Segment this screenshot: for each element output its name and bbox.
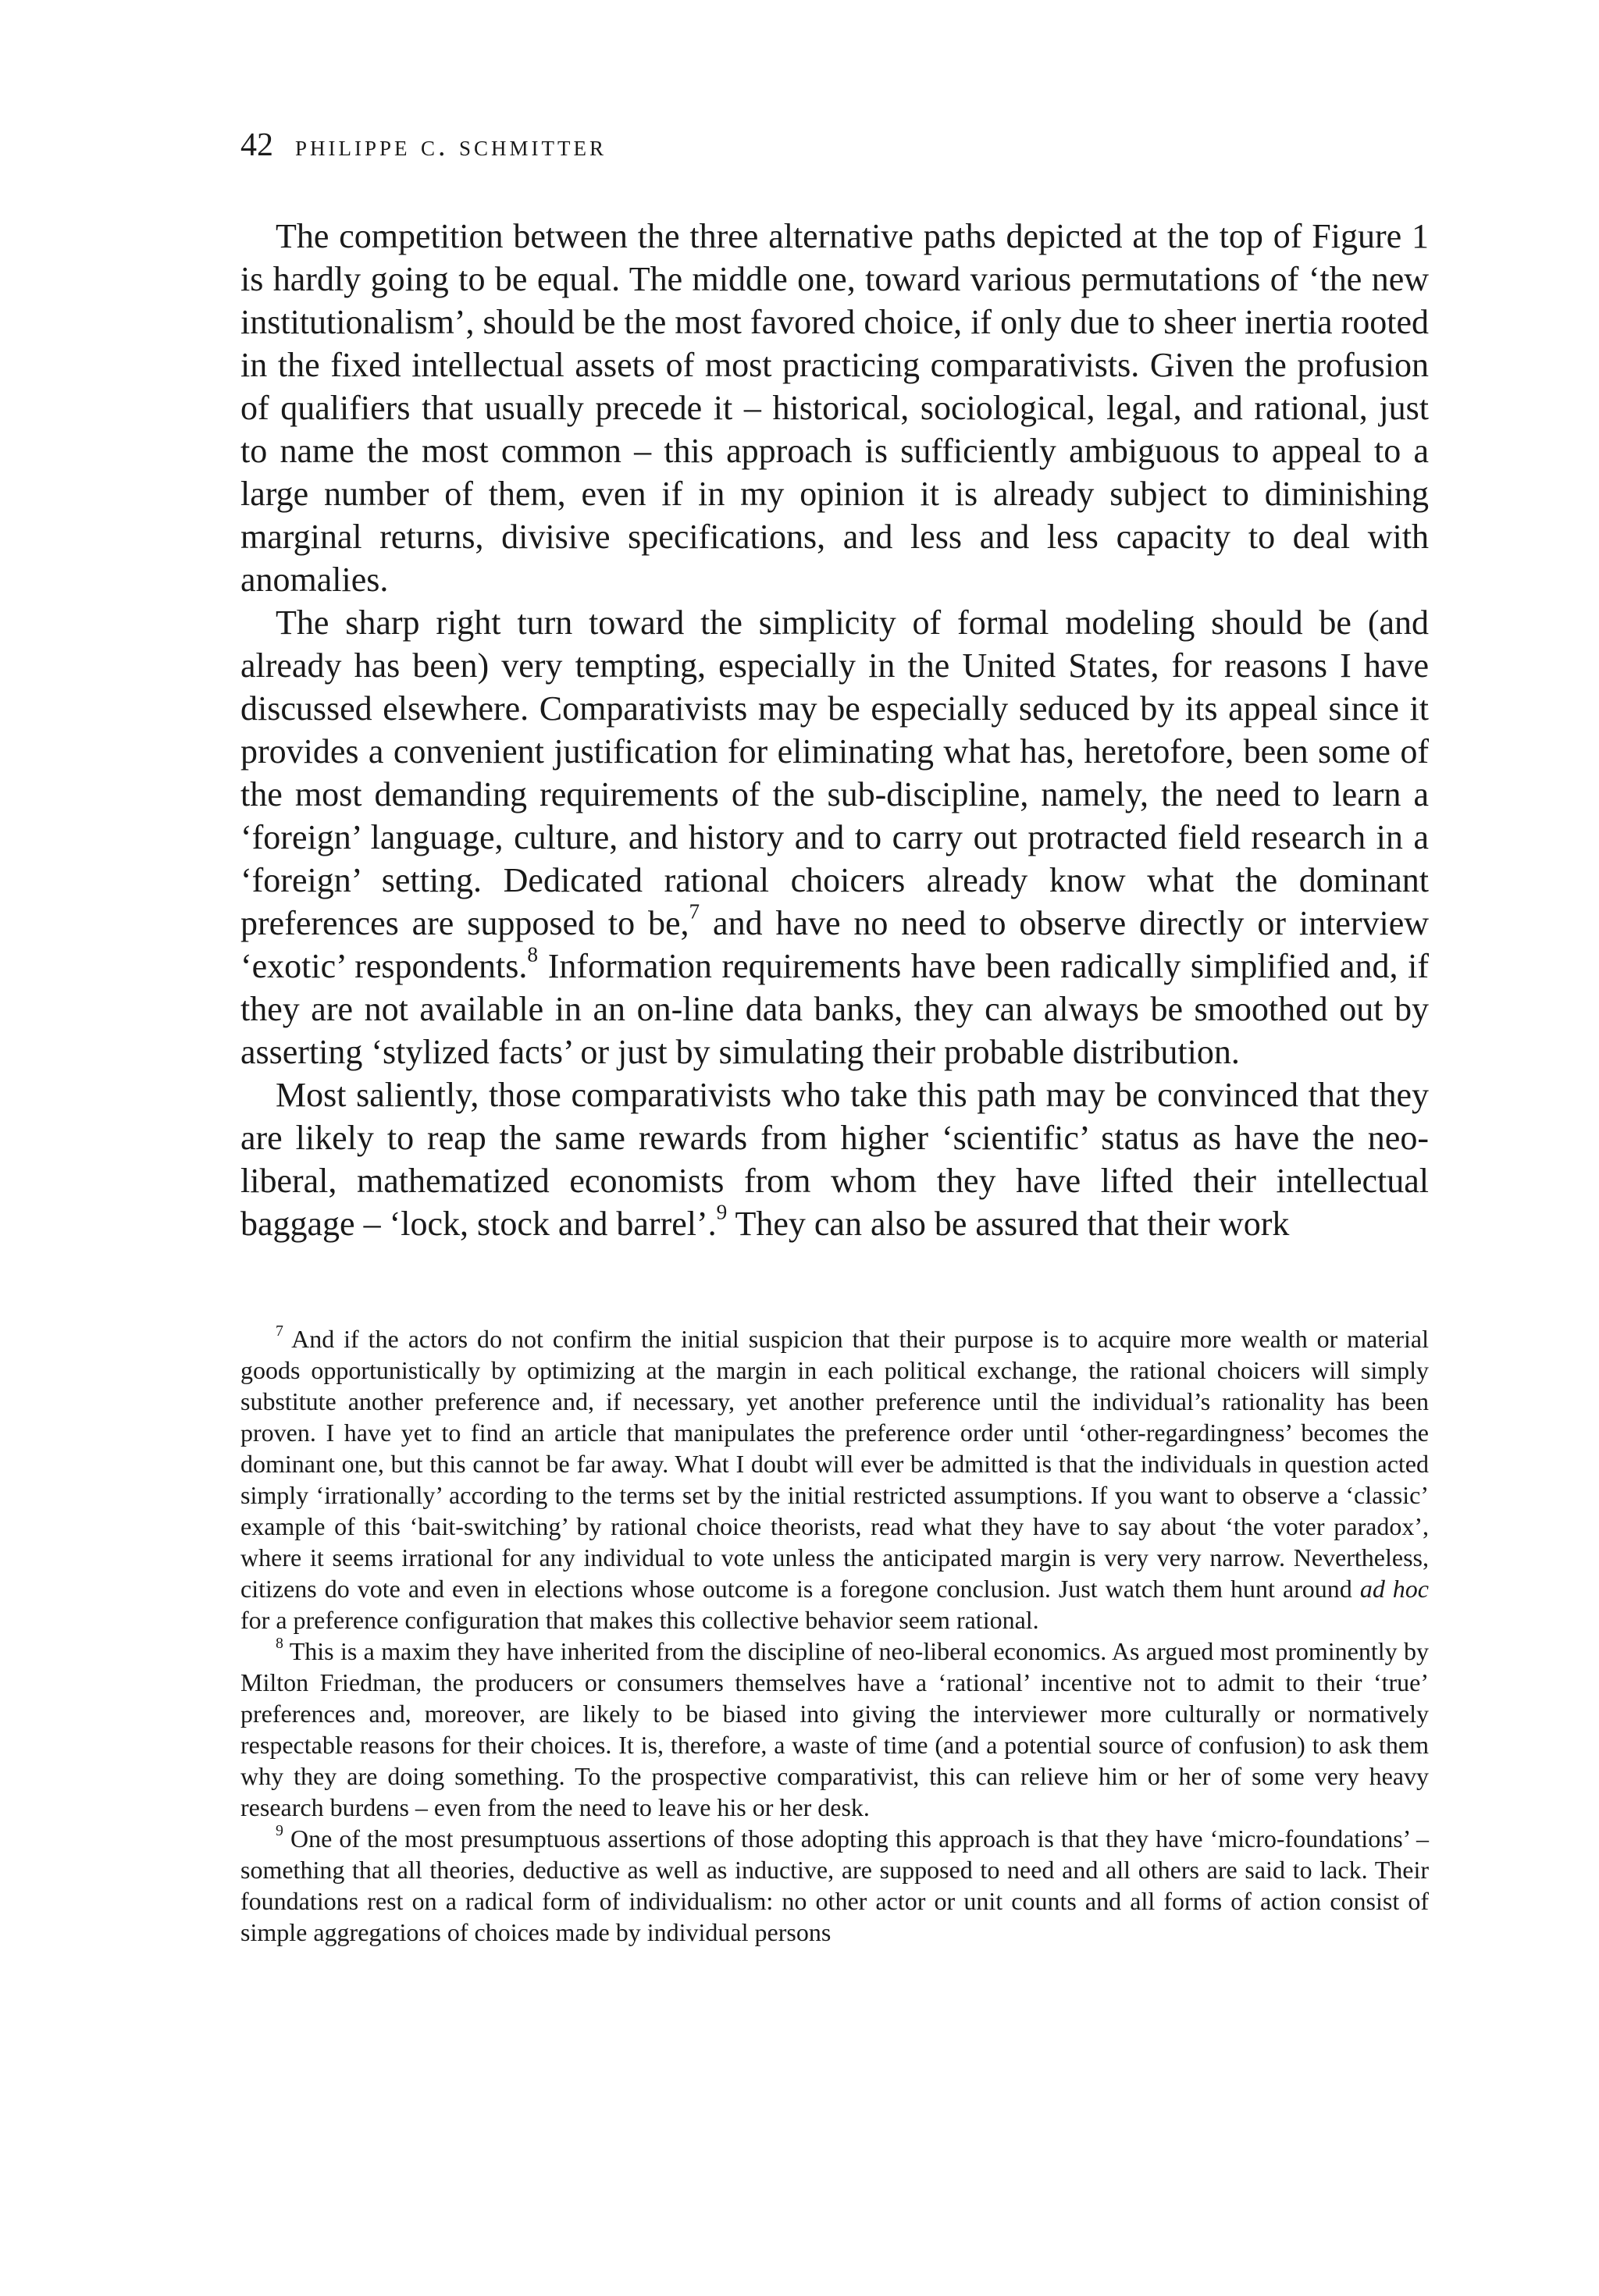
running-head: philippe c. schmitter — [295, 130, 607, 162]
footnote-ref-8[interactable]: 8 — [527, 942, 539, 966]
footnote-ref-9[interactable]: 9 — [716, 1200, 728, 1224]
paragraph-3-text-a: Most saliently, those comparativists who take this path may be convinced that they are likely to reap the same rewards from higher ‘scientific’ status as have the neo-liberal, mathematized economists from whom they have lifted their intellectual baggage – ‘lock, stock and barrel’. — [240, 1076, 1429, 1243]
paragraph-1-text: The competition between the three alternative paths depicted at the top of Figure 1 is hardly going to be equal. The middle one, toward various permutations of ‘the new institutionalism’, should be the most favored choice, if only due to sheer inertia rooted in the fixed intellectual assets of most practicing comparativists. Given the profusion of qualifiers that usually precede it – historical, sociological, legal, and rational, just to name the most common – this approach is sufficiently ambiguous to appeal to a large number of them, even if in my opinion it is already subject to diminishing marginal returns, divisive specifications, and less and less capacity to deal with anomalies. — [240, 217, 1429, 599]
page-number: 42 — [240, 127, 273, 163]
footnote-9 — [240, 1823, 1429, 1948]
footnote-7-text-a: And if the actors do not confirm the initial suspicion that their purpose is to acquire more wealth or material goods opportunistically by optimizing at the margin in each political exchange, the rational choicers will simply substitute another preference and, if necessary, yet another preference until the individual’s rationality has been proven. I have yet to find an article that manipulates the preference order until ‘other-regardingness’ becomes the dominant one, but this cannot be far away. What I doubt will ever be admitted is that the individuals in question acted simply ‘irrationally’ according to the terms set by the initial restricted assumptions. If you want to observe a ‘classic’ example of this ‘bait-switching’ by rational choice theorists, read what they have to say about ‘the voter paradox’, where it seems irrational for any individual to vote unless the anticipated margin is very very narrow. Nevertheless, citizens do vote and even in elections whose outcome is a foregone conclusion. Just watch them hunt around — [240, 1325, 1429, 1603]
paragraph-2-text-c: Information requirements have been radically simplified and, if they are not available in an on-line data banks, they can always be smoothed out by asserting ‘stylized facts’ or just by simulating their probable distribution. — [240, 947, 1429, 1071]
footnote-7-text-b: for a preference configuration that makes this collective behavior seem rational. — [240, 1606, 1039, 1634]
footnote-7-italic: ad hoc — [1359, 1575, 1430, 1603]
paragraph-2 — [240, 601, 1429, 1073]
footnote-8 — [240, 1636, 1429, 1823]
paragraph-3-text-b: They can also be assured that their work — [727, 1205, 1290, 1243]
footnotes — [240, 1323, 1429, 1948]
body-text — [240, 215, 1429, 1245]
footnote-7-mark: 7 — [276, 1322, 283, 1340]
footnote-8-text: This is a maxim they have inherited from the discipline of neo-liberal economics. As argued most prominently by Milton Friedman, the producers or consumers themselves have a ‘rational’ incentive not to admit to their ‘true’ preferences and, moreover, are likely to be biased into giving the interviewer more culturally or normatively respectable reasons for their choices. It is, therefore, a waste of time (and a potential source of confusion) to ask them why they are doing something. To the prospective comparativist, this can relieve him or her of some very heavy research burdens – even from the need to leave his or her desk. — [240, 1637, 1429, 1821]
footnote-9-text: One of the most presumptuous assertions of those adopting this approach is that they have ‘micro-foundations’ – something that all theories, deductive as well as inductive, are supposed to need and all others are said to lack. Their foundations rest on a radical form of individualism: no other actor or unit counts and all forms of action consist of simple aggregations of choices made by individual persons — [240, 1824, 1429, 1946]
paragraph-2-text-b: and have no need to observe directly or interview ‘exotic’ respondents. — [240, 904, 1430, 985]
page-header — [240, 125, 607, 166]
footnote-ref-7[interactable]: 7 — [689, 899, 700, 924]
footnote-8-mark: 8 — [276, 1635, 283, 1653]
footnote-9-mark: 9 — [276, 1822, 283, 1840]
paragraph-2-text-a: The sharp right turn toward the simplicity of formal modeling should be (and already has been) very tempting, especially in the United States, for reasons I have discussed elsewhere. Comparativists may be especially seduced by its appeal since it provides a convenient justification for eliminating what has, heretofore, been some of the most demanding requirements of the sub-discipline, namely, the need to learn a ‘foreign’ language, culture, and history and to carry out protracted field research in a ‘foreign’ setting. Dedicated rational choicers already know what the dominant preferences are supposed to be, — [240, 603, 1429, 942]
paragraph-1 — [240, 215, 1429, 601]
paragraph-3 — [240, 1073, 1429, 1245]
footnote-7 — [240, 1323, 1429, 1636]
